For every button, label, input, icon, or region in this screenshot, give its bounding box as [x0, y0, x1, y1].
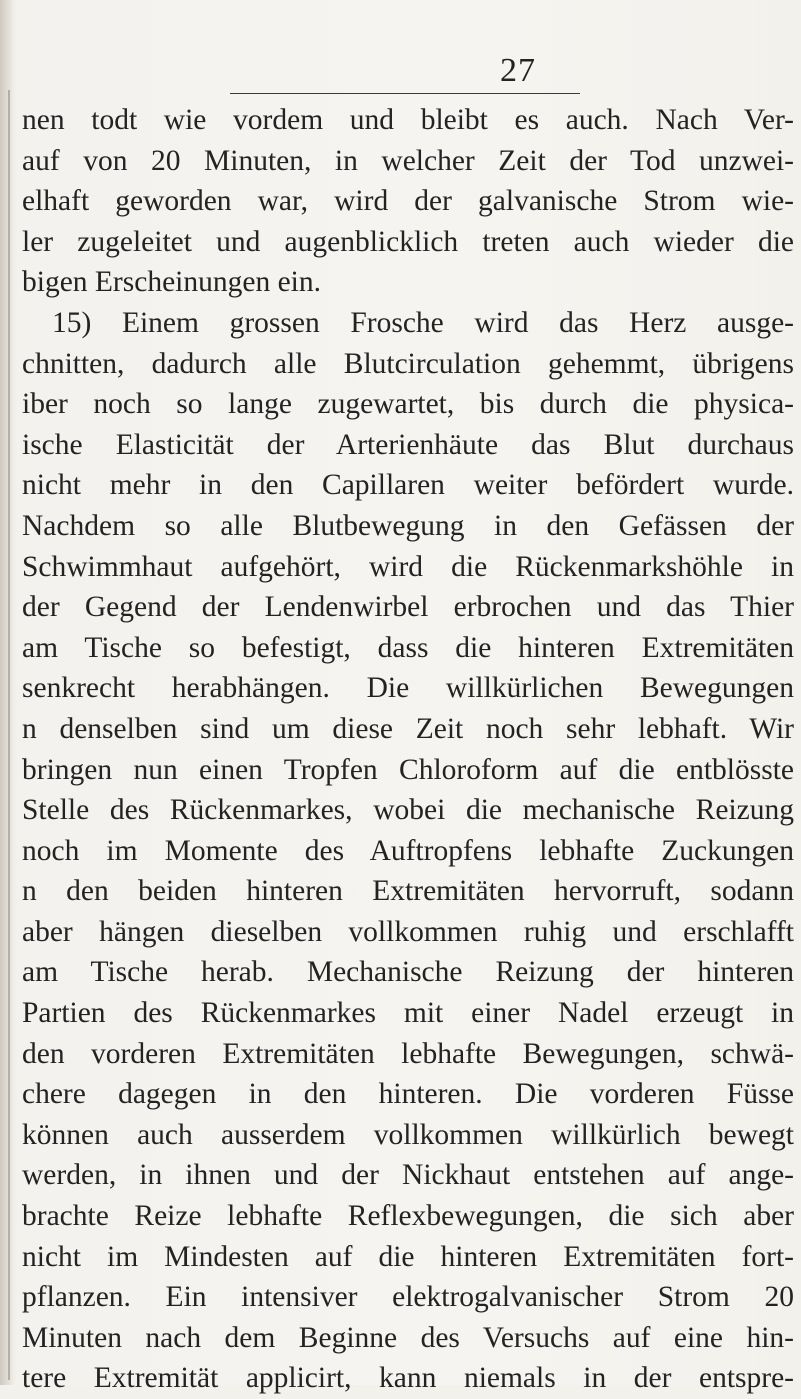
text-line: tere Extremität applicirt, kann niemals in der entspre- — [22, 1362, 794, 1395]
text-line: bigen Erscheinungen ein. — [22, 266, 322, 299]
text-line: den vorderen Extremitäten lebhafte Bewegungen, schwä- — [22, 1037, 794, 1070]
text-line: Nachdem so alle Blutbewegung in den Gefässen der — [22, 509, 794, 542]
text-line: Minuten nach dem Beginne des Versuchs auf eine hin- — [22, 1321, 794, 1354]
text-line: ler zugeleitet und augenblicklich treten auch wieder die — [22, 225, 794, 258]
text-line: n denselben sind um diese Zeit noch sehr lebhaft. Wir — [22, 712, 794, 745]
text-line: elhaft geworden war, wird der galvanische Strom wie- — [22, 185, 794, 218]
text-line: iber noch so lange zugewartet, bis durch die physica- — [22, 388, 794, 421]
text-line: bringen nun einen Tropfen Chloroform auf die entblösste — [22, 753, 794, 786]
text-line: nicht im Mindesten auf die hinteren Extremitäten fort- — [22, 1240, 794, 1273]
text-line: chnitten, dadurch alle Blutcirculation gehemmt, übrigens — [22, 347, 794, 380]
text-line: Partien des Rückenmarkes mit einer Nadel erzeugt in — [22, 997, 794, 1030]
text-line: nen todt wie vordem und bleibt es auch. Nach Ver- — [22, 104, 794, 136]
text-line: werden, in ihnen und der Nickhaut entstehen auf ange- — [22, 1159, 794, 1192]
text-line: noch im Momente des Auftropfens lebhafte Zuckungen — [22, 834, 794, 867]
header-rule — [230, 93, 580, 94]
text-line: auf von 20 Minuten, in welcher Zeit der Tod unzwei- — [22, 144, 794, 177]
text-line: 15) Einem grossen Frosche wird das Herz ausge- — [52, 306, 794, 339]
text-line: am Tische herab. Mechanische Reizung der hinteren — [22, 956, 794, 989]
text-line: senkrecht herabhängen. Die willkürlichen Bewegungen — [22, 672, 794, 705]
text-line: n den beiden hinteren Extremitäten hervorruft, sodann — [22, 875, 794, 908]
text-line: können auch ausserdem vollkommen willkürlich bewegt — [22, 1118, 794, 1151]
body-text — [22, 100, 794, 1399]
text-line: chere dagegen in den hinteren. Die vorderen Füsse — [22, 1078, 794, 1111]
text-line: der Gegend der Lendenwirbel erbrochen und das Thier — [22, 591, 794, 624]
text-line: ische Elasticität der Arterienhäute das Blut durchaus — [22, 428, 794, 461]
text-line: pflanzen. Ein intensiver elektrogalvanischer Strom 20 — [22, 1281, 794, 1314]
text-line: aber hängen dieselben vollkommen ruhig und erschlafft — [22, 915, 794, 948]
text-line: Stelle des Rückenmarkes, wobei die mechanische Reizung — [22, 794, 794, 827]
page-number: 27 — [500, 52, 536, 89]
text-line: nicht mehr in den Capillaren weiter befördert wurde. — [22, 469, 794, 502]
text-line: am Tische so befestigt, dass die hinteren Extremitäten — [22, 631, 794, 664]
binding-shadow — [0, 0, 14, 1385]
text-line: Schwimmhaut aufgehört, wird die Rückenmarkshöhle in — [22, 550, 794, 583]
text-line: brachte Reize lebhafte Reflexbewegungen, die sich aber — [22, 1200, 794, 1233]
binding-edge — [8, 90, 10, 1380]
